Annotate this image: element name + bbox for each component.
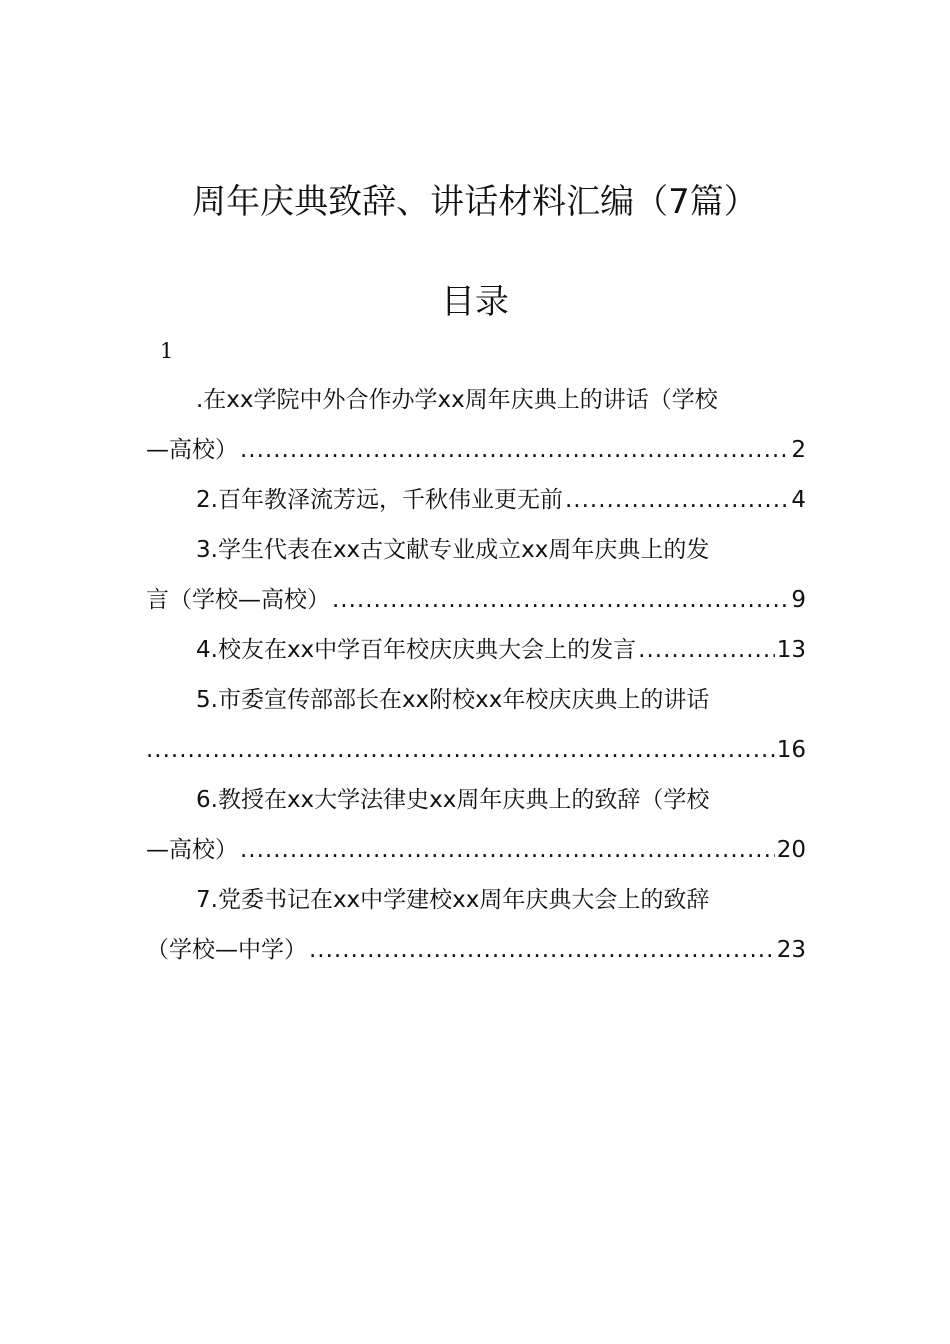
toc-entry-page: 4: [791, 487, 806, 513]
toc-entry-page: 2: [791, 437, 806, 463]
toc-entry-page: 23: [776, 937, 806, 963]
toc-entry-page: 20: [776, 837, 806, 863]
toc-entry-title-continued: （学校—中学）: [146, 937, 307, 963]
dot-leader: [146, 725, 775, 775]
toc-entry-page: 16: [776, 737, 806, 763]
dot-leader: [332, 575, 789, 625]
toc-entry-title: .在xx学院中外合作办学xx周年庆典上的讲话（学校: [196, 387, 718, 413]
toc-entry-3[interactable]: [146, 525, 806, 625]
dot-leader: [565, 475, 789, 525]
toc-entry-title: 6.教授在xx大学法律史xx周年庆典上的致辞（学校: [196, 787, 710, 813]
toc-entry-title-continued: —高校）: [146, 837, 238, 863]
toc-entry-title-continued: —高校）: [146, 437, 238, 463]
toc-entry-title: 5.市委宣传部部长在xx附校xx年校庆庆典上的讲话: [196, 687, 710, 713]
dot-leader: [240, 425, 789, 475]
toc-entry-title: 7.党委书记在xx中学建校xx周年庆典大会上的致辞: [196, 887, 710, 913]
toc-entry-7[interactable]: [146, 875, 806, 975]
dot-leader: [240, 825, 775, 875]
toc-entry-6[interactable]: [146, 775, 806, 875]
toc-entry-5[interactable]: [146, 675, 806, 775]
toc-entry-title: 4.校友在xx中学百年校庆庆典大会上的发言: [196, 637, 637, 663]
dot-leader: [309, 925, 775, 975]
toc-entry-title: 3.学生代表在xx古文献专业成立xx周年庆典上的发: [196, 537, 710, 563]
toc-heading: 目录: [441, 282, 509, 322]
toc-entry-1[interactable]: [146, 375, 806, 475]
dot-leader: [638, 625, 775, 675]
toc-entry-title-continued: 言（学校—高校）: [146, 587, 330, 613]
toc-entry-4[interactable]: [146, 625, 806, 675]
page-marker: 1: [160, 339, 174, 363]
toc-entry-title: 2.百年教泽流芳远，千秋伟业更无前: [196, 487, 563, 513]
toc-entry-page: 13: [776, 637, 806, 663]
document-title: 周年庆典致辞、讲话材料汇编（7篇）: [192, 182, 758, 222]
toc-entry-2[interactable]: [146, 475, 806, 525]
toc-entry-page: 9: [791, 587, 806, 613]
table-of-contents: [146, 375, 806, 975]
